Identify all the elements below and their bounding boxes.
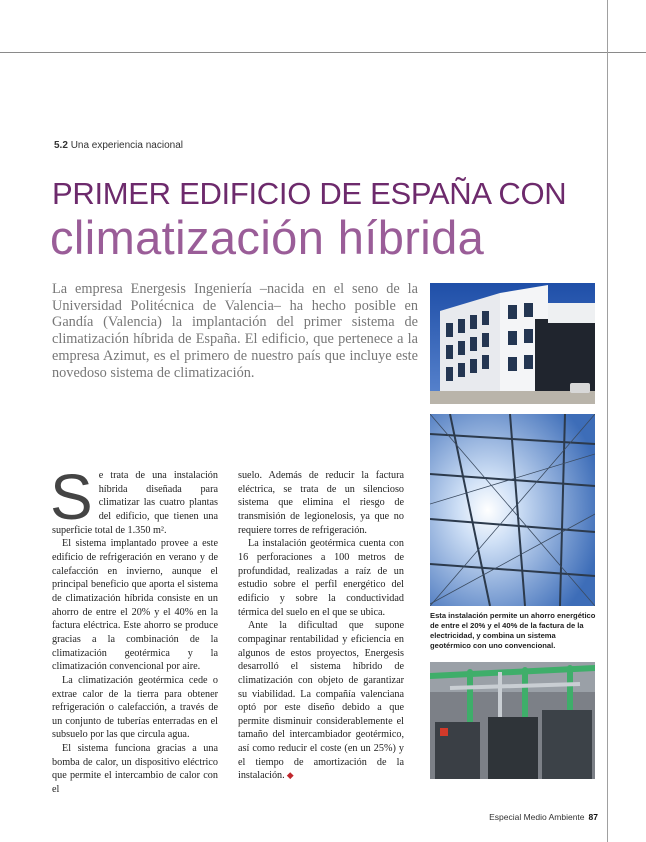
body-column-1	[50, 461, 218, 797]
top-rule	[0, 52, 646, 53]
glass-roof-photo	[430, 414, 595, 606]
section-number: 5.2	[54, 140, 68, 151]
body-paragraph: suelo. Además de reducir la factura eléctrica, se trata de un silencioso sistema que elimina el riesgo de transmisión de legionelosis, ya que no requiere torres de refrigeración.	[238, 470, 404, 536]
section-name: Una experiencia nacional	[70, 140, 183, 151]
publication-name: Especial Medio Ambiente	[489, 812, 585, 822]
section-heading	[54, 140, 183, 151]
body-paragraph: Ante la dificultad que supone compaginar rentabilidad y eficiencia en algunos de estos proyectos, Energesis desarrolló el sistema híbrido de climatización con objeto de garantizar su viabilidad. La compañía valenciana optó por este diseño debido a que permite disminuir considerablemente el tamaño del intercambiador geotérmico, así como reducir el coste (en un 25%) y el tiempo de amortización de la instalación. ◆	[238, 620, 404, 782]
building-photo	[430, 283, 595, 404]
end-mark-icon: ◆	[286, 770, 294, 781]
body-paragraph: La climatización geotérmica cede o extrae calor de la tierra para obtener refrigeración o calefacción, a través de un conjunto de tuberías enterradas en el subsuelo por las que circula agua.	[52, 674, 218, 741]
title-line-2: climatización híbrida	[50, 211, 485, 264]
page-number: 87	[588, 812, 598, 822]
body-column-2	[238, 469, 404, 783]
photo-caption: Esta instalación permite un ahorro energético de entre el 20% y el 40% de la factura de la electricidad, y combina un sistema geotérmico con uno convencional.	[430, 611, 596, 650]
lead-paragraph: La empresa Energesis Ingeniería –nacida en el seno de la Universidad Politécnica de Valencia– ha hecho posible en Gandía (Valencia) la implantación del primer sistema de climatización híbrida de España. El edificio, que pertenece a la empresa Azimut, es el primero de nuestro país que incluye este novedoso sistema de climatización.	[52, 281, 418, 381]
drop-cap: S	[50, 461, 93, 533]
body-paragraph: El sistema implantado provee a este edificio de refrigeración en verano y de calefacción en invierno, aunque el principal beneficio que aporta el sistema de climatización híbrida consiste en un ahorro de entre el 20% y el 40% en la factura eléctrica. Este ahorro se produce gracias a la combinación de la climatización geotérmica y la climatización convencional por aire.	[52, 538, 218, 673]
machinery-photo	[430, 662, 595, 779]
body-paragraph: El sistema funciona gracias a una bomba de calor, un dispositivo eléctrico que permite el intercambio de calor con el	[52, 743, 218, 796]
body-paragraph: La instalación geotérmica cuenta con 16 perforaciones a 100 metros de profundidad, realizadas a raíz de un estudio sobre el perfil energético del edificio y sobre la conductividad térmica del suelo en el que se ubica.	[238, 538, 404, 618]
body-paragraph: Se trata de una instalación híbrida diseñada para climatizar las cuatro plantas del edificio, que tienen una superficie total de 1.350 m².	[50, 461, 218, 536]
page-footer	[489, 812, 598, 822]
title-line-1: PRIMER EDIFICIO DE ESPAÑA CON	[52, 176, 567, 211]
margin-rule	[607, 0, 608, 842]
